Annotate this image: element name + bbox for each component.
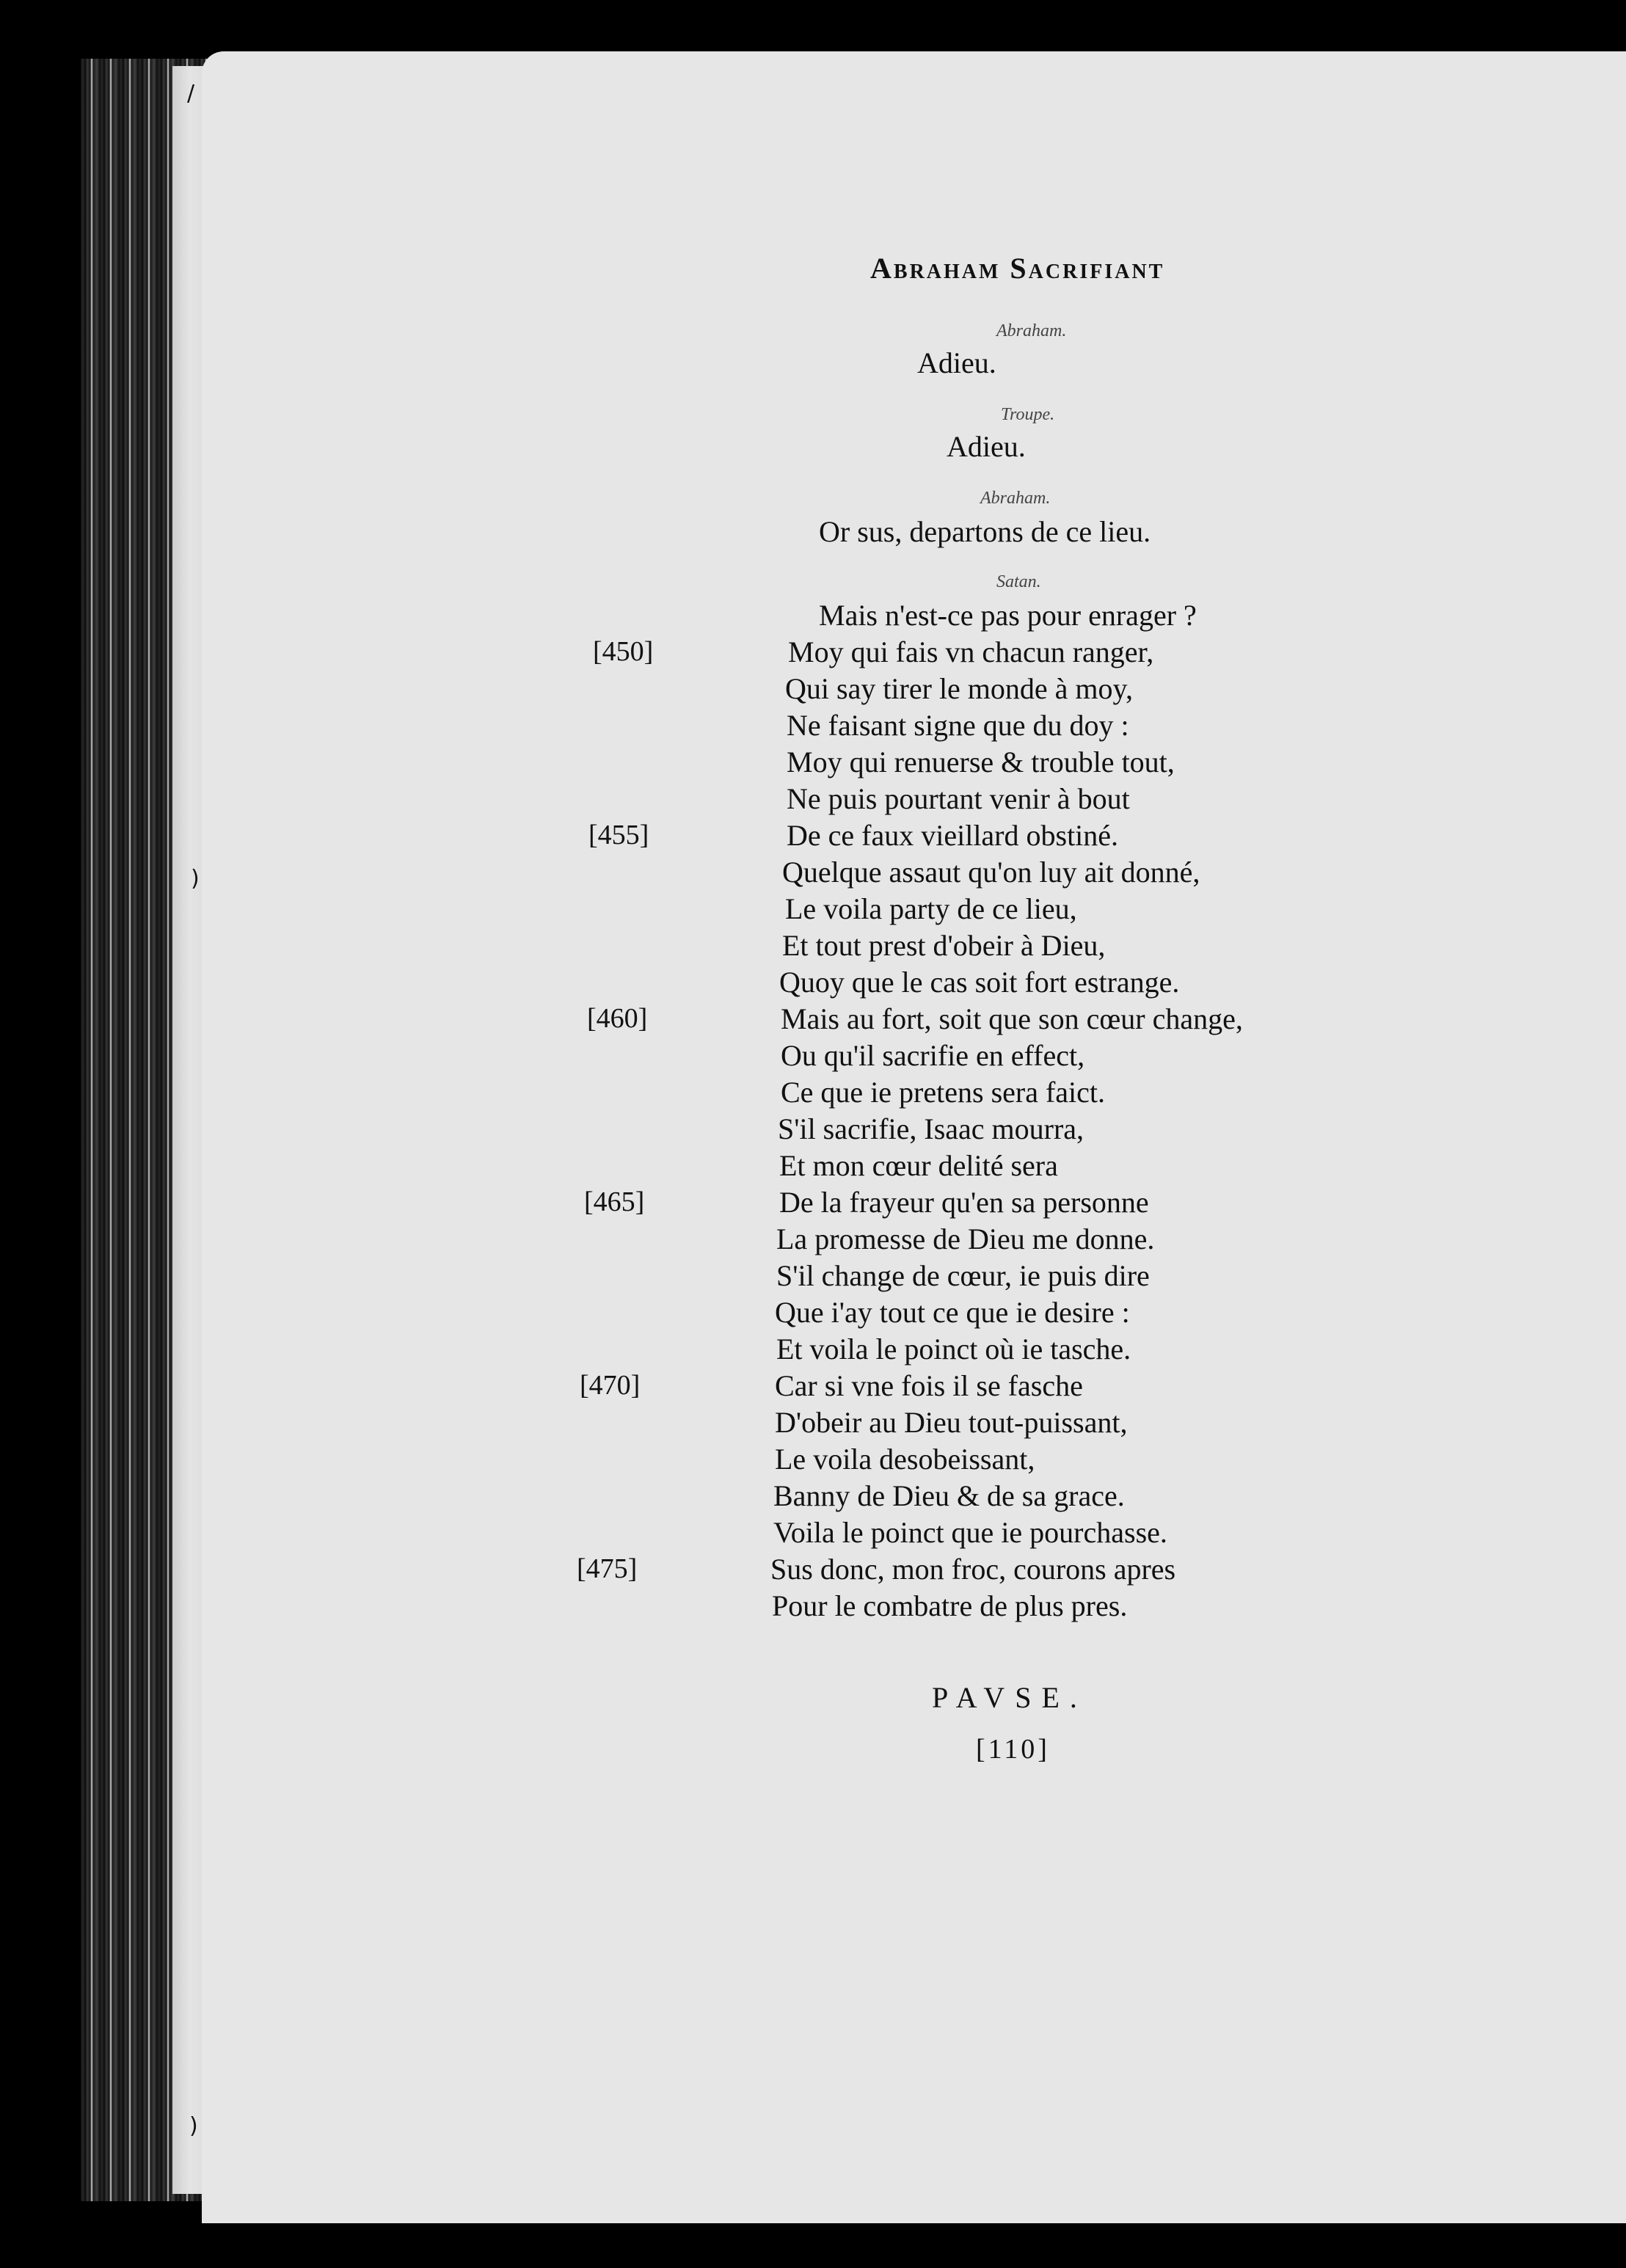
verse-line: Moy qui fais vn chacun ranger, — [788, 635, 1154, 668]
verse-line: Quelque assaut qu'on luy ait donné, — [782, 856, 1200, 889]
verse-line: Quoy que le cas soit fort estrange. — [779, 966, 1180, 999]
verse-line: Pour le combatre de plus pres. — [772, 1589, 1128, 1622]
verse-line: Voila le poinct que ie pourchasse. — [773, 1516, 1167, 1549]
verse-line: Or sus, departons de ce lieu. — [819, 515, 1151, 548]
verse-line: La promesse de Dieu me donne. — [776, 1222, 1155, 1255]
verse-line: Et tout prest d'obeir à Dieu, — [782, 929, 1106, 962]
margin-mark: ) — [191, 866, 200, 891]
line-number: [450] — [593, 636, 654, 667]
page-number: [110] — [976, 1734, 1050, 1765]
verse-line: Adieu. — [947, 430, 1026, 463]
speaker-label: Abraham. — [980, 489, 1051, 508]
verse-line: Que i'ay tout ce que ie desire : — [775, 1296, 1130, 1329]
scan-bottom-border — [0, 2223, 1626, 2268]
verse-line: Mais n'est-ce pas pour enrager ? — [819, 599, 1197, 632]
verse-line: Mais au fort, soit que son cœur change, — [781, 1002, 1243, 1035]
line-number: [465] — [584, 1186, 645, 1217]
verse-line: Car si vne fois il se fasche — [775, 1369, 1083, 1402]
running-head: Abraham Sacrifiant — [870, 252, 1165, 285]
pause-heading: PAVSE. — [932, 1681, 1087, 1714]
verse-line: Moy qui renuerse & trouble tout, — [787, 745, 1175, 779]
line-number: [470] — [580, 1370, 641, 1401]
line-number: [475] — [577, 1553, 638, 1584]
verse-line: D'obeir au Dieu tout-puissant, — [775, 1406, 1128, 1439]
verse-line: Banny de Dieu & de sa grace. — [773, 1479, 1125, 1512]
verse-line: Adieu. — [917, 346, 996, 379]
verse-line: S'il sacrifie, Isaac mourra, — [778, 1112, 1084, 1145]
verse-line: Le voila party de ce lieu, — [785, 892, 1077, 925]
verse-line: Sus donc, mon froc, courons apres — [770, 1553, 1176, 1586]
line-number: [460] — [587, 1003, 648, 1034]
verse-line: Ou qu'il sacrifie en effect, — [781, 1039, 1085, 1072]
verse-line: Le voila desobeissant, — [775, 1443, 1035, 1476]
verse-line: S'il change de cœur, ie puis dire — [776, 1259, 1150, 1292]
verse-line: Ce que ie pretens sera faict. — [781, 1076, 1106, 1109]
speaker-label: Troupe. — [1001, 405, 1055, 424]
margin-mark: / — [187, 81, 195, 106]
verse-line: Qui say tirer le monde à moy, — [785, 672, 1133, 705]
line-number: [455] — [588, 820, 649, 850]
verse-line: Ne faisant signe que du doy : — [787, 709, 1129, 742]
verse-line: De la frayeur qu'en sa personne — [779, 1186, 1149, 1219]
verse-line: Ne puis pourtant venir à bout — [787, 782, 1130, 815]
speaker-label: Abraham. — [996, 321, 1067, 340]
verse-line: Et voila le poinct où ie tasche. — [776, 1332, 1131, 1365]
verse-line: Et mon cœur delité sera — [779, 1149, 1058, 1182]
verse-line: De ce faux vieillard obstiné. — [787, 819, 1119, 852]
margin-mark: ) — [189, 2113, 198, 2139]
speaker-label: Satan. — [996, 572, 1041, 591]
